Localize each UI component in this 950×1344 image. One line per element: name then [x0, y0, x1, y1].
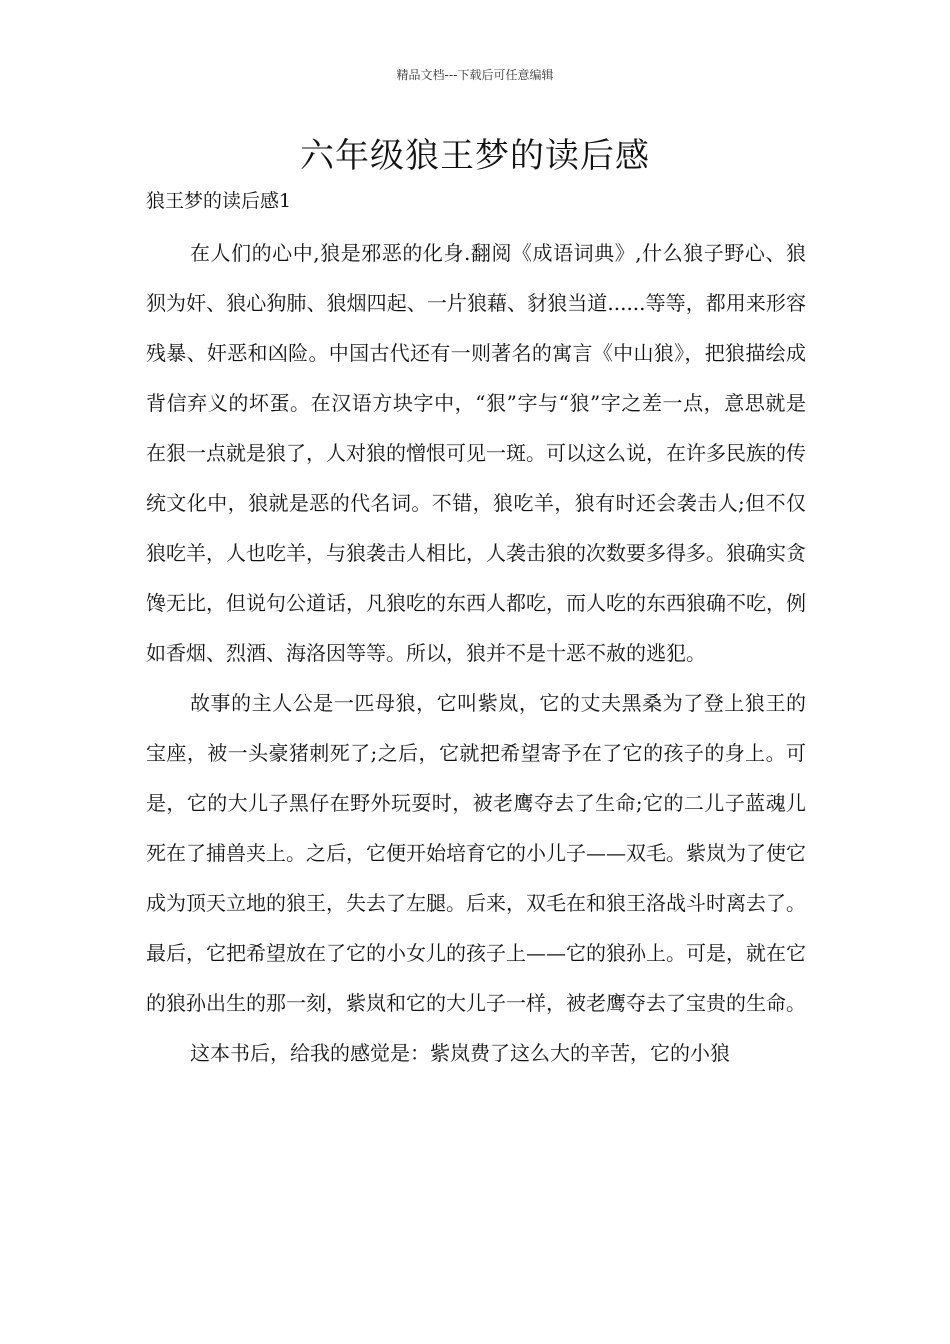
section-heading: 狼王梦的读后感1	[146, 190, 292, 212]
paragraph: 这本书后，给我的感觉是：紫岚费了这么大的辛苦，它的小狼	[190, 1041, 730, 1065]
paragraph: 故事的主人公是一匹母狼，它叫紫岚，它的丈夫黑桑为了登上狼王的宝座，被一头豪猪刺死了;之后，它就把希望寄予在了它的孩子的身上。可是，它的大儿子黑仔在野外玩耍时，被老鹰夺去了生命;它的二儿子蓝魂儿死在了捕兽夹上。之后，它便开始培育它的小儿子——双毛。紫岚为了使它成为顶天立地的狼王，失去了左腿。后来，双毛在和狼王洛战斗时离去了。最后，它把希望放在了它的小女儿的孩子上——它的狼孙上。可是，就在它的狼孙出生的那一刻，紫岚和它的大儿子一样，被老鹰夺去了宝贵的生命。	[146, 691, 806, 1015]
paragraph: 在人们的心中,狼是邪恶的化身.翻阅《成语词典》,什么狼子野心、狼狈为奸、狼心狗肺、狼烟四起、一片狼藉、豺狼当道......等等，都用来形容残暴、奸恶和凶险。中国古代还有一则著名的寓言《中山狼》，把狼描绘成背信弃义的坏蛋。在汉语方块字中，“狠”字与“狼”字之差一点，意思就是在狠一点就是狼了，人对狼的憎恨可见一斑。可以这么说，在许多民族的传统文化中，狼就是恶的代名词。不错，狼吃羊，狼有时还会袭击人;但不仅狼吃羊，人也吃羊，与狼袭击人相比，人袭击狼的次数要多得多。狼确实贪馋无比，但说句公道话，凡狼吃的东西人都吃，而人吃的东西狼确不吃，例如香烟、烈酒、海洛因等等。所以，狼并不是十恶不赦的逃犯。	[146, 241, 806, 665]
document-body	[146, 228, 806, 1078]
document-title: 六年级狼王梦的读后感	[300, 136, 650, 176]
page-header: 精品文档---下载后可任意编辑	[396, 68, 554, 82]
